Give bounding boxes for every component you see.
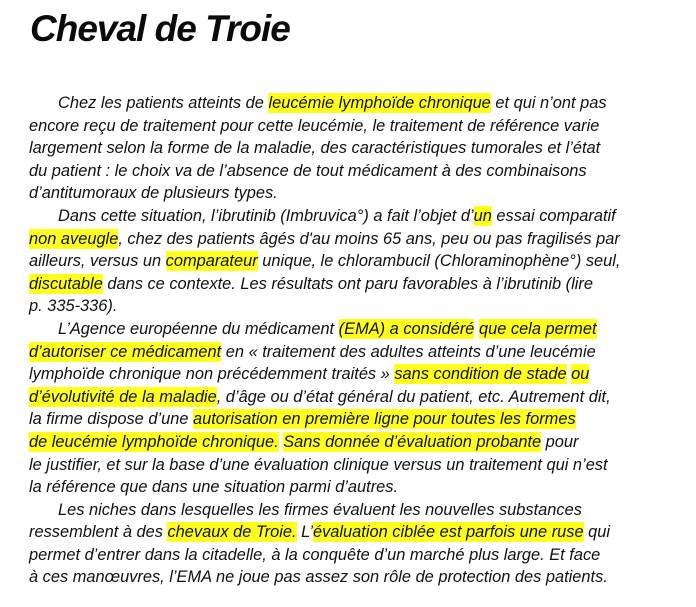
text-segment: , chez des patients âgés d'au moins 65 ans, peu ou pas fragilisés par <box>118 229 620 248</box>
text-segment: essai comparatif <box>491 206 616 225</box>
highlighted-text: leucémie lymphoïde chronique <box>268 94 491 112</box>
text-segment: , d’âge ou d’état général du patient, etc. Autrement dit, <box>216 387 611 406</box>
text-line <box>29 454 685 477</box>
highlighted-text: Sans donnée d’évaluation probante <box>283 432 542 451</box>
text-segment: qui <box>583 523 611 542</box>
text-segment: lymphoïde chronique non précédemment traités » <box>29 365 395 384</box>
text-segment: L’ <box>296 523 313 542</box>
text-line <box>29 476 685 499</box>
text-line <box>29 160 685 183</box>
highlighted-text: non aveugle <box>29 229 119 248</box>
text-line <box>29 386 685 409</box>
text-segment: la firme dispose d’une <box>29 410 193 429</box>
text-segment: le justifier, et sur la base d’une évaluation clinique versus un traitement qui n’est <box>29 455 608 474</box>
text-line <box>29 341 685 364</box>
text-line <box>29 499 685 522</box>
text-line <box>29 182 685 205</box>
highlighted-text: que cela permet <box>478 319 597 338</box>
text-line <box>29 137 685 160</box>
highlighted-text: de leucémie lymphoïde chronique. <box>29 432 279 451</box>
text-line <box>29 544 685 567</box>
text-segment: d’antitumoraux de plusieurs types. <box>29 184 278 203</box>
highlighted-text: discutable <box>29 274 103 293</box>
highlighted-text: comparateur <box>165 252 258 271</box>
highlighted-text: chevaux de Troie. <box>167 523 297 542</box>
highlighted-text: sans condition de stade <box>394 365 567 384</box>
text-line <box>29 295 685 318</box>
highlighted-text: d’autoriser ce médicament <box>29 342 222 361</box>
text-line <box>29 205 685 228</box>
text-line <box>29 566 685 589</box>
text-segment: encore reçu de traitement pour cette leucémie, le traitement de référence varie <box>29 116 600 135</box>
text-segment: Chez les patients atteints de <box>58 94 269 112</box>
text-segment: ailleurs, versus un <box>29 252 166 271</box>
text-segment: p. 335-336). <box>29 297 118 316</box>
highlighted-text: un <box>473 206 492 225</box>
text-segment: permet d’entrer dans la citadelle, à la conquête d’un marché plus large. Et face <box>29 545 601 564</box>
text-segment: du patient : le choix va de l’absence de tout médicament à des combinaisons <box>29 161 587 180</box>
text-segment: ressemblent à des <box>29 523 168 542</box>
highlighted-text: (EMA) a considéré <box>338 319 475 338</box>
text-line <box>29 228 685 251</box>
highlighted-text: d’évolutivité de la maladie <box>29 387 217 406</box>
text-line <box>29 273 685 296</box>
highlighted-text: autorisation en première ligne pour toutes les formes <box>193 410 576 429</box>
text-segment: à ces manœuvres, l’EMA ne joue pas assez son rôle de protection des patients. <box>29 568 608 587</box>
article-body <box>29 92 685 589</box>
highlighted-text: ou <box>571 365 590 384</box>
text-segment: en « traitement des adultes atteints d’une leucémie <box>221 342 596 361</box>
text-line <box>29 115 685 138</box>
article-title: Cheval de Troie <box>30 8 290 49</box>
text-segment: et qui n’ont pas <box>490 94 607 112</box>
highlighted-text: évaluation ciblée est parfois une ruse <box>312 523 584 542</box>
text-line <box>29 408 685 431</box>
text-line <box>29 521 685 544</box>
text-line <box>29 363 685 386</box>
text-segment: largement selon la forme de la maladie, des caractéristiques tumorales et l’état <box>29 139 601 158</box>
text-segment: unique, le chlorambucil (Chloraminophène°) seul, <box>257 252 621 271</box>
text-segment: Dans cette situation, l’ibrutinib (Imbruvica°) a fait l’objet d’ <box>58 206 474 225</box>
text-segment: Les niches dans lesquelles les firmes évaluent les nouvelles substances <box>58 500 582 519</box>
text-line <box>29 431 685 454</box>
text-line <box>29 92 685 115</box>
text-segment: L’Agence européenne du médicament <box>58 319 339 338</box>
text-segment: dans ce contexte. Les résultats ont paru favorables à l’ibrutinib (lire <box>102 274 593 293</box>
text-segment: la référence que dans une situation parmi d’autres. <box>29 478 399 497</box>
text-line <box>29 318 685 341</box>
text-line <box>29 250 685 273</box>
text-segment: pour <box>541 432 579 451</box>
